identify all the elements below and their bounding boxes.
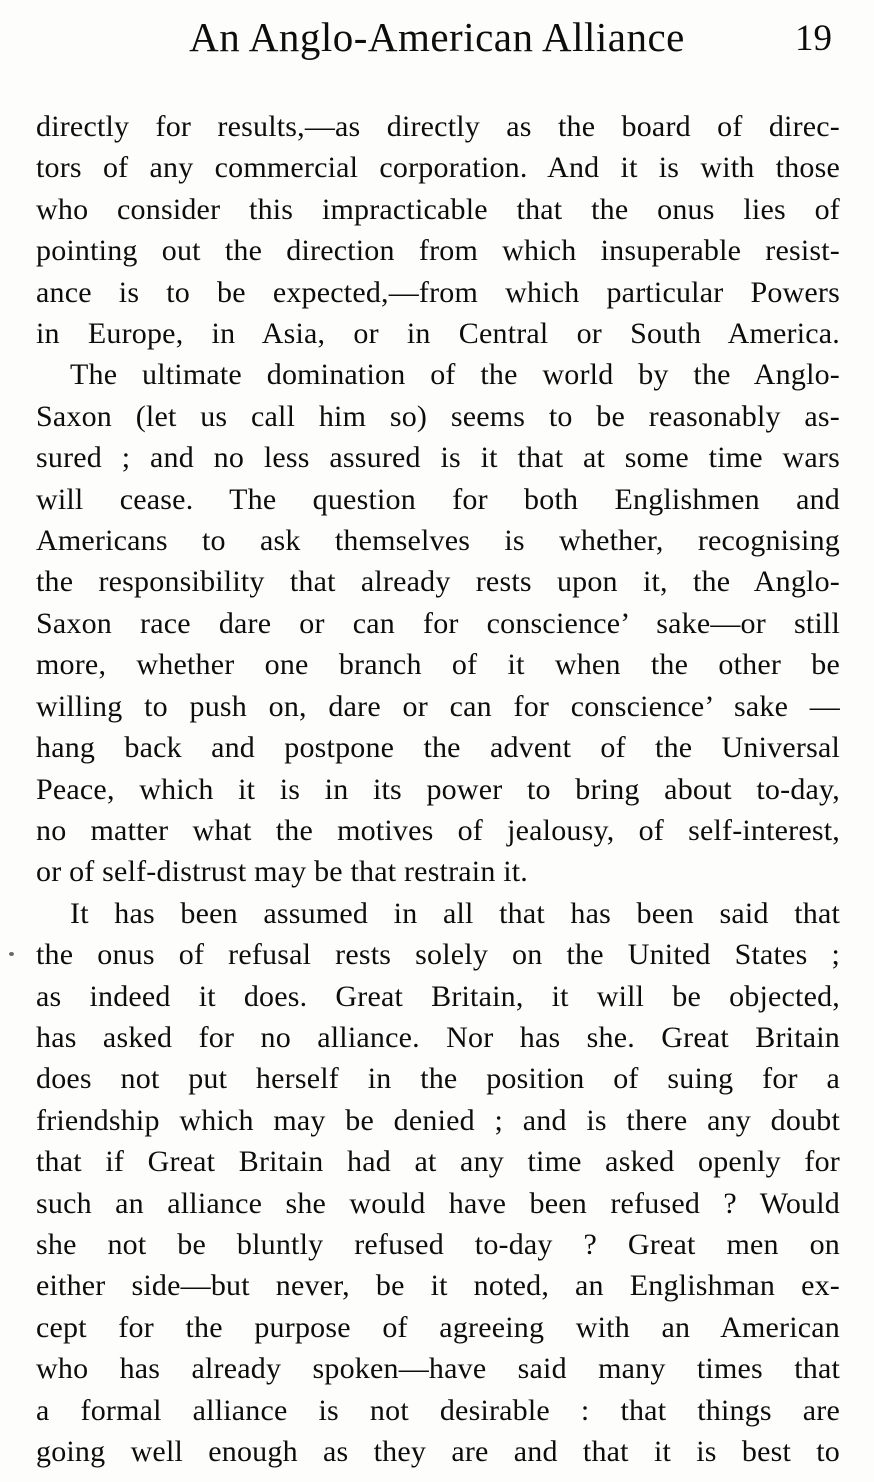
page-title: An Anglo-American Alliance — [189, 14, 685, 60]
text-line: she not be bluntly refused to-day ? Great men on — [36, 1227, 840, 1261]
text-line: friendship which may be denied ; and is there any doubt — [36, 1103, 840, 1137]
text-line: sured ; and no less assured is it that at some time wars — [36, 441, 840, 475]
text-line: The ultimate domination of the world by the Anglo- — [70, 358, 840, 392]
text-line: has asked for no alliance. Nor has she. Great Britain — [36, 1020, 840, 1054]
text-line: does not put herself in the position of suing for a — [36, 1062, 840, 1096]
text-line: hang back and postpone the advent of the Universal — [36, 731, 840, 765]
text-line: ance is to be expected,—from which particular Powers — [36, 275, 840, 309]
text-line: Peace, which it is in its power to bring about to-day, — [36, 772, 840, 806]
text-line: Saxon (let us call him so) seems to be reasonably as- — [36, 399, 840, 433]
text-line: cept for the purpose of agreeing with an American — [36, 1310, 840, 1344]
text-line: going well enough as they are and that it is best to — [36, 1435, 840, 1468]
text-line: who has already spoken—have said many times that — [36, 1352, 840, 1386]
text-body — [0, 74, 874, 1472]
page-number: 19 — [795, 18, 832, 59]
text-line: more, whether one branch of it when the other be — [36, 648, 840, 682]
text-line: in Europe, in Asia, or in Central or South America. — [36, 317, 840, 351]
text-line: It has been assumed in all that has been said that — [70, 896, 840, 930]
text-line: the onus of refusal rests solely on the United States ; — [36, 938, 840, 972]
running-header — [0, 0, 874, 74]
text-line: Saxon race dare or can for conscience’ sake—or still — [36, 606, 840, 640]
text-line: such an alliance she would have been refused ? Would — [36, 1186, 840, 1220]
text-line: will cease. The question for both Englishmen and — [36, 482, 840, 516]
text-line: tors of any commercial corporation. And it is with those — [36, 151, 840, 185]
text-line: that if Great Britain had at any time asked openly for — [36, 1145, 840, 1179]
text-line: as indeed it does. Great Britain, it will be objected, — [36, 979, 840, 1013]
text-line: Americans to ask themselves is whether, recognising — [36, 524, 840, 558]
text-line: no matter what the motives of jealousy, of self-interest, — [36, 813, 840, 847]
text-line: either side—but never, be it noted, an Englishman ex- — [36, 1269, 840, 1303]
text-line: directly for results,—as directly as the board of direc- — [36, 110, 840, 143]
text-line: or of self-distrust may be that restrain it. — [36, 855, 529, 889]
scan-speck — [9, 952, 14, 956]
text-line: pointing out the direction from which insuperable resist- — [36, 234, 840, 268]
text-line: the responsibility that already rests upon it, the Anglo- — [36, 565, 840, 599]
text-line: a formal alliance is not desirable : that things are — [36, 1393, 840, 1427]
text-line: willing to push on, dare or can for conscience’ sake — — [36, 689, 840, 723]
text-line: who consider this impracticable that the onus lies of — [36, 192, 840, 226]
